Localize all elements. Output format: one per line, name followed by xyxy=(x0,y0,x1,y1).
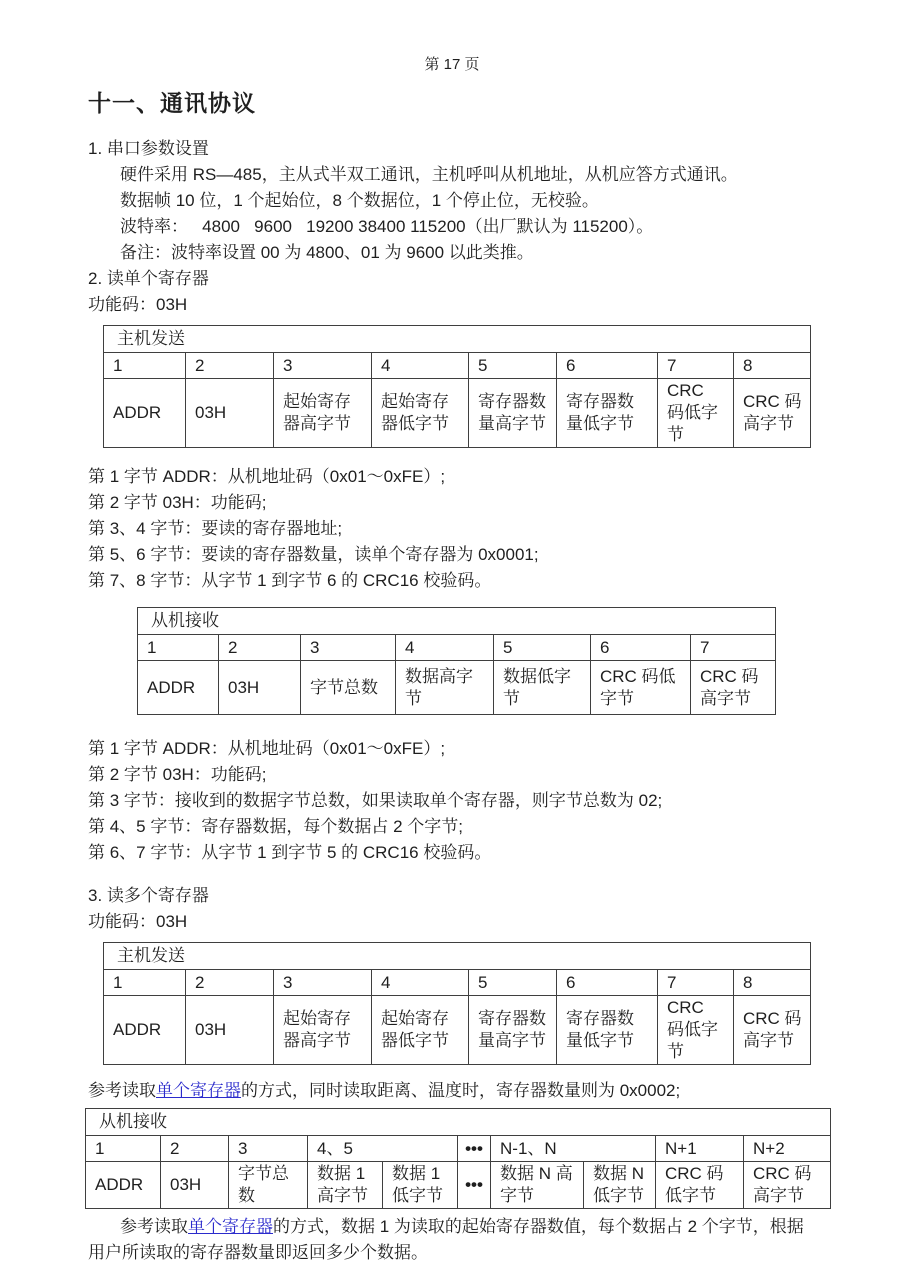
single-register-link[interactable]: 单个寄存器 xyxy=(188,1217,273,1236)
col-index: 3 xyxy=(301,635,396,661)
table-cell: 起始寄存器高字节 xyxy=(274,996,372,1065)
col-index: 1 xyxy=(104,353,186,379)
table-cell: 起始寄存器低字节 xyxy=(372,379,469,448)
col-index: 6 xyxy=(591,635,691,661)
table-cell: CRC 码高字节 xyxy=(691,661,776,715)
table-cell: CRC 码低字节 xyxy=(591,661,691,715)
note-line: 第 5、6 字节：要读的寄存器数量，读单个寄存器为 0x0001; xyxy=(88,545,539,564)
col-index: 4 xyxy=(372,970,469,996)
paragraph-text: 的方式，数据 1 为读取的起始寄存器数值，每个数据占 2 个字节，根据用户所读取的寄存器数量即返回多少个数据。 xyxy=(88,1217,804,1262)
col-index: 5 xyxy=(469,353,557,379)
serial-line: 波特率： 4800 9600 19200 38400 115200（出厂默认为 115200）。 xyxy=(120,217,654,236)
read-multi-function-code: 功能码：03H xyxy=(88,912,188,931)
col-index: 2 xyxy=(186,970,274,996)
col-index: 3 xyxy=(229,1136,308,1162)
table-cell: 数据 1 低字节 xyxy=(383,1162,458,1209)
ellipsis-cell: ••• xyxy=(458,1162,491,1209)
table-cell: 数据 N 高字节 xyxy=(491,1162,584,1209)
table-cell: 03H xyxy=(161,1162,229,1209)
col-index: 1 xyxy=(104,970,186,996)
col-index: 8 xyxy=(734,970,811,996)
col-index: 6 xyxy=(557,970,658,996)
table-cell: 03H xyxy=(219,661,301,715)
col-index: 2 xyxy=(186,353,274,379)
page-number: 第 17 页 xyxy=(424,56,480,73)
col-index: N-1、N xyxy=(491,1136,656,1162)
col-index: N+2 xyxy=(744,1136,831,1162)
serial-paragraph xyxy=(88,162,816,266)
table-cell: 寄存器数量高字节 xyxy=(469,996,557,1065)
col-index: 4、5 xyxy=(308,1136,458,1162)
note-line: 第 2 字节 03H：功能码; xyxy=(88,765,267,784)
ellipsis-cell: ••• xyxy=(458,1136,491,1162)
host-frame-notes xyxy=(88,464,816,594)
col-index: 4 xyxy=(372,353,469,379)
col-index: 1 xyxy=(86,1136,161,1162)
read-single-host-send-table xyxy=(103,325,811,448)
table-cell: 起始寄存器低字节 xyxy=(372,996,469,1065)
reference-paragraph-2 xyxy=(88,1214,816,1266)
table-title: 主机发送 xyxy=(104,326,811,353)
table-cell: ADDR xyxy=(104,379,186,448)
table-cell: 数据高字节 xyxy=(396,661,494,715)
paragraph-text: 的方式，同时读取距离、温度时，寄存器数量则为 0x0002; xyxy=(241,1081,681,1100)
note-line: 第 7、8 字节：从字节 1 到字节 6 的 CRC16 校验码。 xyxy=(88,571,492,590)
col-index: 2 xyxy=(219,635,301,661)
slave-frame-notes xyxy=(88,736,816,866)
table-title: 从机接收 xyxy=(86,1109,831,1136)
read-single-heading: 2. 读单个寄存器 xyxy=(88,269,209,288)
read-single-slave-receive-table xyxy=(137,607,776,715)
note-line: 第 1 字节 ADDR：从机地址码（0x01～0xFE）; xyxy=(88,467,446,486)
table-cell: CRC 码低字节 xyxy=(658,379,734,448)
table-title: 从机接收 xyxy=(138,608,776,635)
table-cell: 寄存器数量低字节 xyxy=(557,996,658,1065)
col-index: N+1 xyxy=(656,1136,744,1162)
table-cell: 起始寄存器高字节 xyxy=(274,379,372,448)
single-register-link[interactable]: 单个寄存器 xyxy=(156,1081,241,1100)
note-line: 第 3、4 字节：要读的寄存器地址; xyxy=(88,519,343,538)
col-index: 8 xyxy=(734,353,811,379)
table-cell: CRC 码低字节 xyxy=(658,996,734,1065)
table-cell: ADDR xyxy=(86,1162,161,1209)
reference-paragraph-1 xyxy=(88,1078,816,1104)
col-index: 7 xyxy=(658,353,734,379)
paragraph-text: 参考读取 xyxy=(120,1217,188,1236)
col-index: 2 xyxy=(161,1136,229,1162)
serial-heading: 1. 串口参数设置 xyxy=(88,139,209,158)
table-cell: CRC 码高字节 xyxy=(734,996,811,1065)
col-index: 3 xyxy=(274,970,372,996)
serial-line: 硬件采用 RS—485，主从式半双工通讯，主机呼叫从机地址，从机应答方式通讯。 xyxy=(120,165,738,184)
note-line: 第 3 字节：接收到的数据字节总数，如果读取单个寄存器，则字节总数为 02; xyxy=(88,791,663,810)
read-multi-host-send-table xyxy=(103,942,811,1065)
note-line: 第 6、7 字节：从字节 1 到字节 5 的 CRC16 校验码。 xyxy=(88,843,492,862)
paragraph-text: 参考读取 xyxy=(88,1081,156,1100)
table-cell: 数据 N 低字节 xyxy=(584,1162,656,1209)
note-line: 第 4、5 字节：寄存器数据，每个数据占 2 个字节; xyxy=(88,817,463,836)
col-index: 3 xyxy=(274,353,372,379)
col-index: 4 xyxy=(396,635,494,661)
table-cell: 03H xyxy=(186,996,274,1065)
read-single-function-code: 功能码：03H xyxy=(88,295,188,314)
table-cell: CRC 码低字节 xyxy=(656,1162,744,1209)
col-index: 6 xyxy=(557,353,658,379)
read-multi-heading: 3. 读多个寄存器 xyxy=(88,886,209,905)
table-cell: 寄存器数量低字节 xyxy=(557,379,658,448)
table-cell: 数据 1 高字节 xyxy=(308,1162,383,1209)
table-cell: 03H xyxy=(186,379,274,448)
table-cell: ADDR xyxy=(138,661,219,715)
note-line: 第 1 字节 ADDR：从机地址码（0x01～0xFE）; xyxy=(88,739,446,758)
col-index: 5 xyxy=(469,970,557,996)
table-cell: CRC 码高字节 xyxy=(744,1162,831,1209)
table-title: 主机发送 xyxy=(104,943,811,970)
col-index: 7 xyxy=(658,970,734,996)
table-cell: 字节总数 xyxy=(229,1162,308,1209)
table-cell: 字节总数 xyxy=(301,661,396,715)
table-cell: ADDR xyxy=(104,996,186,1065)
col-index: 1 xyxy=(138,635,219,661)
serial-line: 数据帧 10 位，1 个起始位，8 个数据位，1 个停止位，无校验。 xyxy=(120,191,599,210)
read-multi-slave-receive-table xyxy=(85,1108,831,1209)
table-cell: CRC 码高字节 xyxy=(734,379,811,448)
serial-line: 备注：波特率设置 00 为 4800、01 为 9600 以此类推。 xyxy=(120,243,534,262)
col-index: 5 xyxy=(494,635,591,661)
table-cell: 寄存器数量高字节 xyxy=(469,379,557,448)
section-title: 十一、通讯协议 xyxy=(88,90,256,116)
table-cell: 数据低字节 xyxy=(494,661,591,715)
note-line: 第 2 字节 03H：功能码; xyxy=(88,493,267,512)
col-index: 7 xyxy=(691,635,776,661)
